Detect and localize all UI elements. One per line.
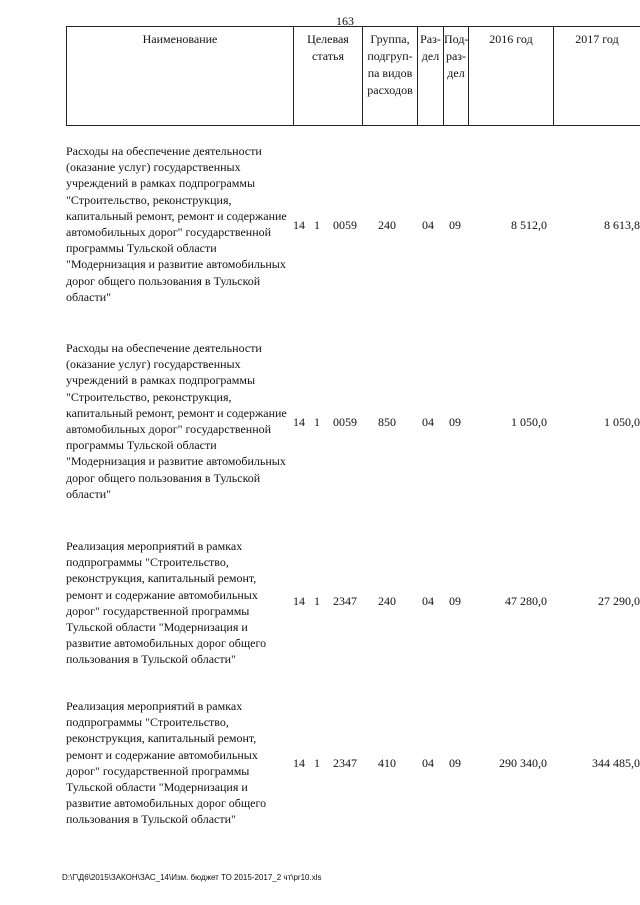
row-name: Расходы на обеспечение деятельности (оказание услуг) государственных учреждений в рамках подпрограммы "Строительство, реконструкция, капитальный ремонт, ремонт и содержание автомобильных дорог" государственной программы Тульской области "Модернизация и развитие автомобильных дорог общего пользования в Тульской области" [66, 341, 287, 501]
row-group: 410 [378, 756, 396, 770]
header-expense-group: Группа, подгруп- па видов расходов [367, 32, 413, 97]
row-name: Расходы на обеспечение деятельности (оказание услуг) государственных учреждений в рамках подпрограммы "Строительство, реконструкция, капитальный ремонт, ремонт и содержание автомобильных дорог" государственной программы Тульской области "Модернизация и развитие автомобильных дорог общего пользования в Тульской области" [66, 144, 287, 304]
header-subsection: Под- раз- дел [444, 32, 469, 80]
row-program: 14 [293, 218, 305, 232]
row-program: 14 [293, 415, 305, 429]
row-value-2017: 344 485,0 [592, 756, 640, 770]
row-value-2016: 290 340,0 [499, 756, 547, 770]
row-group: 240 [378, 218, 396, 232]
row-program: 14 [293, 594, 305, 608]
row-code: 0059 [333, 415, 357, 429]
row-group: 850 [378, 415, 396, 429]
table-header [66, 26, 640, 126]
row-value-2016: 1 050,0 [511, 415, 547, 429]
row-code: 2347 [333, 756, 357, 770]
row-group: 240 [378, 594, 396, 608]
row-subprogram: 1 [314, 594, 320, 608]
row-value-2017: 1 050,0 [604, 415, 640, 429]
file-path-footer: D:\Г\Д6\2015\ЗАКОН\ЗАС_14\Изм. бюджет ТО 2015-2017_2 чт\pr10.xls [62, 873, 322, 882]
row-value-2017: 27 290,0 [598, 594, 640, 608]
row-value-2016: 47 280,0 [505, 594, 547, 608]
row-program: 14 [293, 756, 305, 770]
row-subprogram: 1 [314, 415, 320, 429]
row-section: 04 [422, 594, 434, 608]
row-subprogram: 1 [314, 756, 320, 770]
row-subsection: 09 [449, 594, 461, 608]
row-value-2017: 8 613,8 [604, 218, 640, 232]
row-subprogram: 1 [314, 218, 320, 232]
row-subsection: 09 [449, 756, 461, 770]
row-subsection: 09 [449, 415, 461, 429]
row-section: 04 [422, 415, 434, 429]
row-subsection: 09 [449, 218, 461, 232]
row-value-2016: 8 512,0 [511, 218, 547, 232]
page-number: 163 [336, 14, 354, 28]
row-name: Реализация мероприятий в рамках подпрограммы "Строительство, реконструкция, капитальный ремонт, ремонт и содержание автомобильных дорог" государственной программы Тульской области "Модернизация и развитие автомобильных дорог общего пользования в Тульской области" [66, 539, 267, 667]
row-name: Реализация мероприятий в рамках подпрограммы "Строительство, реконструкция, капитальный ремонт, ремонт и содержание автомобильных дорог" государственной программы Тульской области "Модернизация и развитие автомобильных дорог общего пользования в Тульской области" [66, 699, 267, 827]
header-year-2017: 2017 год [575, 32, 619, 46]
row-code: 2347 [333, 594, 357, 608]
row-section: 04 [422, 756, 434, 770]
row-code: 0059 [333, 218, 357, 232]
row-section: 04 [422, 218, 434, 232]
header-section: Раз- дел [420, 32, 441, 63]
header-target-article: Целевая статья [307, 32, 349, 63]
header-year-2016: 2016 год [489, 32, 533, 46]
header-name: Наименование [142, 32, 218, 46]
